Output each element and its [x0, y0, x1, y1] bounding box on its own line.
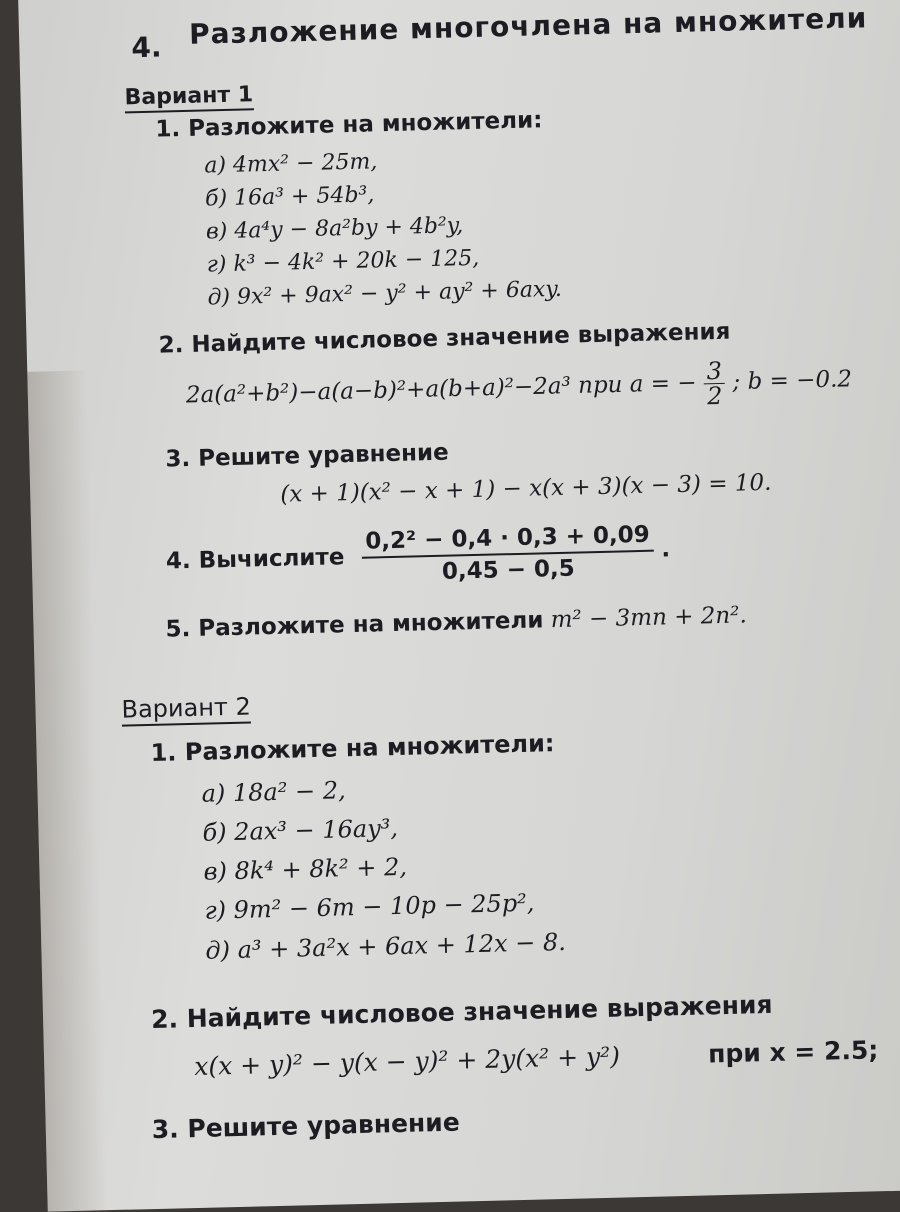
v2-task1-item-b: б) 2ax³ − 16ay³,: [202, 813, 399, 847]
v1-task3-label: 3. Решите уравнение: [165, 439, 450, 473]
v1-task2-fraction-den: 2: [706, 381, 723, 411]
variant-1-title: Вариант 1: [124, 82, 253, 113]
v1-task1-item-a: а) 4mx² − 25m,: [204, 149, 378, 179]
v1-task1-item-g: г) k³ − 4k² + 20k − 125,: [206, 245, 480, 278]
v1-task4-denominator: 0,45 − 0,5: [441, 555, 575, 585]
v1-task4-fraction: [361, 522, 655, 587]
worksheet-page: [18, 0, 900, 1212]
v1-task4-label: 4. Вычислите: [165, 544, 345, 575]
v1-task2-tail: ; b = −0.2: [732, 366, 853, 396]
section-number: 4.: [130, 30, 162, 65]
v1-task4: [165, 521, 671, 591]
v1-task4-end: .: [661, 536, 671, 563]
v1-task5-expression: m² − 3mn + 2n².: [550, 602, 748, 634]
v1-task2-expression-text: 2a(a²+b²)−a(a−b)²+a(b+a)²−2a³ при a = −: [185, 370, 697, 409]
page-shadow: [27, 370, 108, 1211]
v2-task1-item-d: д) a³ + 3a²x + 6ax + 12x − 8.: [205, 927, 567, 965]
v2-task1-item-v: в) 8k⁴ + 8k² + 2,: [203, 852, 408, 886]
v1-task2-fraction: [703, 356, 725, 411]
v1-task1-label: 1. Разложите на множители:: [155, 107, 543, 143]
v1-task2-fraction-num: 3: [703, 359, 725, 385]
v2-task2-label: 2. Найдите числовое значение выражения: [150, 989, 773, 1035]
v2-task1-item-g: г) 9m² − 6m − 10p − 25p²,: [204, 888, 535, 925]
v1-task2-expression: [185, 356, 852, 421]
v1-task3-equation: (x + 1)(x² − x + 1) − x(x + 3)(x − 3) = 10.: [280, 469, 772, 508]
v2-task2-condition: при x = 2.5;: [707, 1035, 879, 1069]
v1-task4-numerator: 0,2² − 0,4 · 0,3 + 0,09: [361, 522, 654, 559]
v1-task1-item-b: б) 16a³ + 54b³,: [204, 182, 375, 212]
v2-task3-label: 3. Решите уравнение: [151, 1107, 461, 1145]
v2-task1-label: 1. Разложите на множители:: [150, 729, 555, 767]
v2-task1-item-a: а) 18a² − 2,: [201, 776, 346, 808]
v1-task1-item-v: в) 4a⁴y − 8a²by + 4b²y,: [205, 213, 464, 245]
v1-task5: [165, 602, 747, 642]
section-title: Разложение многочлена на множители: [188, 1, 868, 51]
v1-task2-label: 2. Найдите числовое значение выражения: [158, 318, 731, 359]
v1-task1-item-d: д) 9x² + 9ax² − y² + ay² + 6axy.: [207, 276, 563, 311]
v2-task2-expression: x(x + y)² − y(x − y)² + 2y(x² + y²): [193, 1041, 621, 1082]
variant-2-title: Вариант 2: [121, 693, 251, 727]
v1-task5-label: 5. Разложите на множители: [165, 607, 544, 643]
